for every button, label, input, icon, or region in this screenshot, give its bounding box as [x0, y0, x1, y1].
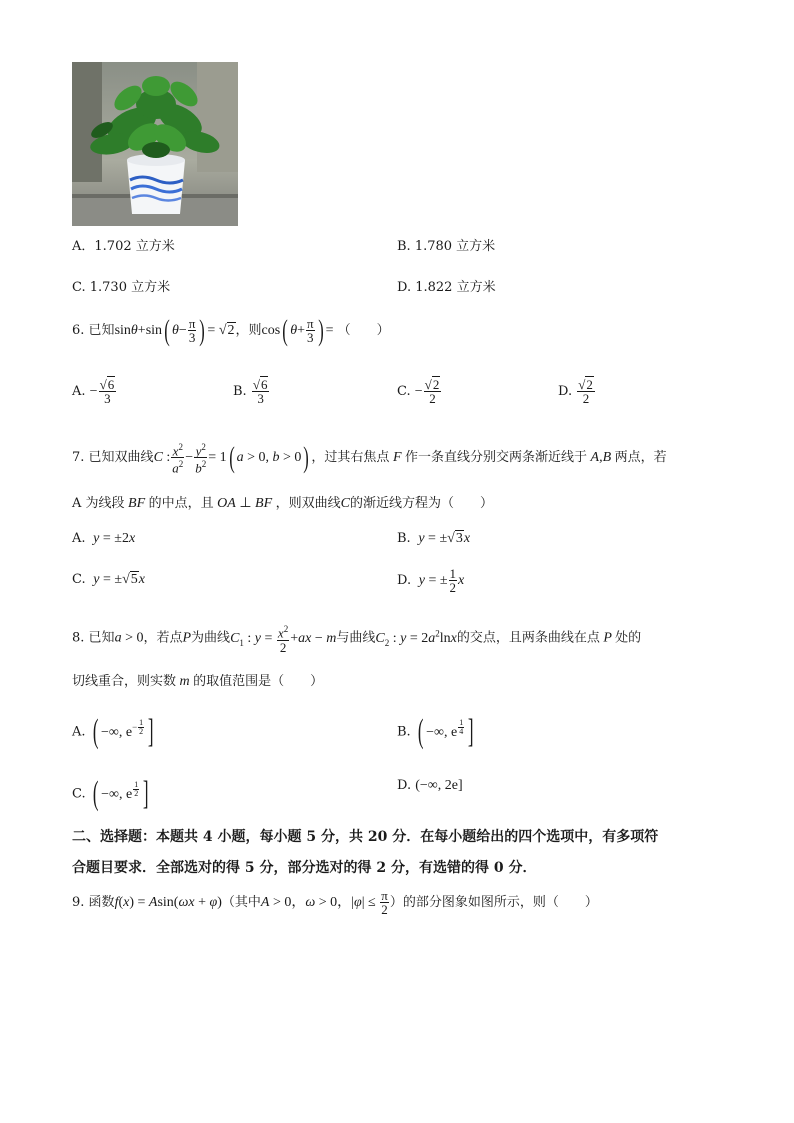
q9-suffix: ）的部分图象如图所示，则（ ）	[389, 895, 598, 910]
q6-option-d: D. $\frac{√2}{2}$	[558, 377, 593, 407]
q8-option-a-label: A.	[72, 724, 86, 740]
q7-line2-a: A 为线段	[72, 496, 125, 511]
q6-option-b: B. $\frac{√6}{3}$	[233, 377, 268, 407]
q9-mid: （其中	[221, 895, 261, 910]
q6-option-a-label: A.	[72, 384, 86, 399]
q6-mid: ，则	[235, 323, 262, 338]
q6-prefix: 已知	[88, 323, 115, 338]
q7-prefix: 已知双曲线	[88, 450, 154, 465]
q8-line2-b: 的取值范围是（ ）	[193, 674, 324, 689]
q7-hyperbola: C : $\frac{x^2}{a^2}$ − $\frac{y^2}{b^2}$ = 1( a > 0, b > 0)	[153, 440, 310, 476]
q5-option-a: A．1.702 立方米	[72, 239, 175, 254]
q5-option-b: B. 1.780 立方米	[397, 239, 496, 254]
q9-number: 9.	[72, 895, 85, 910]
q7-line2-b: 的中点，且	[148, 496, 214, 511]
q6-target: cos( θ+ $\frac{\pi}{3}$ ) =	[261, 313, 334, 347]
q8-option-d: D. (−∞, 2e]	[397, 778, 463, 793]
q8-number: 8.	[72, 630, 85, 646]
q8-option-d-label: D.	[397, 778, 412, 793]
question-8-line2: 切线重合，则实数 m 的取值范围是（ ）	[72, 674, 324, 689]
q5-option-c: C. 1.730 立方米	[72, 280, 171, 295]
q6-option-a: A. − $\frac{√6}{3}$	[72, 377, 115, 407]
q6-suffix: （ ）	[337, 323, 390, 338]
q7-line2-c: ，则双曲线	[275, 496, 341, 511]
q6-option-c-label: C.	[397, 384, 411, 399]
question-7-line1: 7. 已知双曲线C : $\frac{x^2}{a^2}$ − $\frac{y^2}{b^2}$ = 1( a > 0, b > 0) ，过其右焦点 F 作一条直线分别交两条渐近线于 A,B 两点，若	[72, 440, 667, 476]
q8-option-c-label: C.	[72, 786, 86, 802]
q7-option-d-label: D.	[397, 573, 412, 588]
q8-p5: 处的	[615, 630, 642, 646]
q6-number: 6.	[72, 323, 85, 338]
question-7-line2: A 为线段 BF 的中点，且 OA ⊥ BF ，则双曲线C的渐近线方程为（ ）	[72, 496, 494, 511]
q7-option-d: D. y = ± $\frac{1}{2}$ x	[397, 566, 465, 596]
q8-option-b: B. ( −∞, e $^{\frac{1}{4}}$ ]	[397, 713, 474, 751]
q7-option-c: C. y = ±√5x	[72, 572, 145, 587]
q8-p1: ，若点	[143, 630, 183, 646]
q9-prefix: 函数	[88, 895, 115, 910]
q6-option-d-label: D.	[558, 384, 573, 399]
q7-option-a: A. y = ±2x	[72, 531, 136, 546]
q7-number: 7.	[72, 450, 85, 465]
q7-tail2: 作一条直线分别交两条渐近线于	[405, 450, 588, 465]
q7-tail: ，过其右焦点	[311, 450, 390, 465]
q7-option-b-label: B.	[397, 531, 411, 546]
q7-option-b: B. y = ±√3x	[397, 531, 471, 546]
q7-tail3: 两点，若	[614, 450, 667, 465]
question-8-line1: 8. 已知a > 0，若点P为曲线$C_1$ : y = $\frac{x^2}{2}$ +ax − m与曲线$C_2$ : $y = 2a^2\ln x$的交点，且两条曲线在点 P 处的	[72, 624, 642, 655]
potted-plant-photo	[72, 62, 238, 226]
q7-option-c-label: C.	[72, 572, 86, 587]
question-9: 9. 函数f(x) = Asin(ωx + φ)（其中A > 0，ω > 0，|φ| ≤ $\frac{\pi}{2}$ ）的部分图象如图所示，则（ ）	[72, 888, 598, 918]
q8-option-b-label: B.	[397, 724, 411, 740]
q7-option-a-label: A.	[72, 531, 86, 546]
section-2-line2: 合题目要求．全部选对的得 5 分，部分选对的得 2 分，有选错的得 0 分．	[72, 860, 537, 876]
q8-p3: 与曲线	[336, 630, 376, 646]
q6-option-c: C. − $\frac{√2}{2}$	[397, 377, 440, 407]
q6-equation: sinθ+sin( θ− $\frac{\pi}{3}$ ) = √2	[114, 313, 235, 347]
section-2-line1: 二、选择题：本题共 4 小题，每小题 5 分，共 20 分．在每小题给出的四个选项中，有多项符	[72, 829, 659, 845]
q8-line2: 切线重合，则实数	[72, 674, 177, 689]
q8-option-a: A. ( −∞, $e^{- \frac{1}{2}}$ ]	[72, 713, 154, 751]
q8-option-c: C. ( −∞, e $^{\frac{1}{2}}$ ]	[72, 775, 149, 813]
q5-option-d: D. 1.822 立方米	[397, 280, 496, 295]
q7-line2-d: 的渐近线方程为（ ）	[350, 496, 494, 511]
q8-p4: 的交点，且两条曲线在点	[456, 630, 600, 646]
q8-p2: 为曲线	[191, 630, 231, 646]
q6-option-b-label: B.	[233, 384, 247, 399]
q8-prefix: 已知	[88, 630, 115, 646]
question-6	[72, 311, 390, 351]
